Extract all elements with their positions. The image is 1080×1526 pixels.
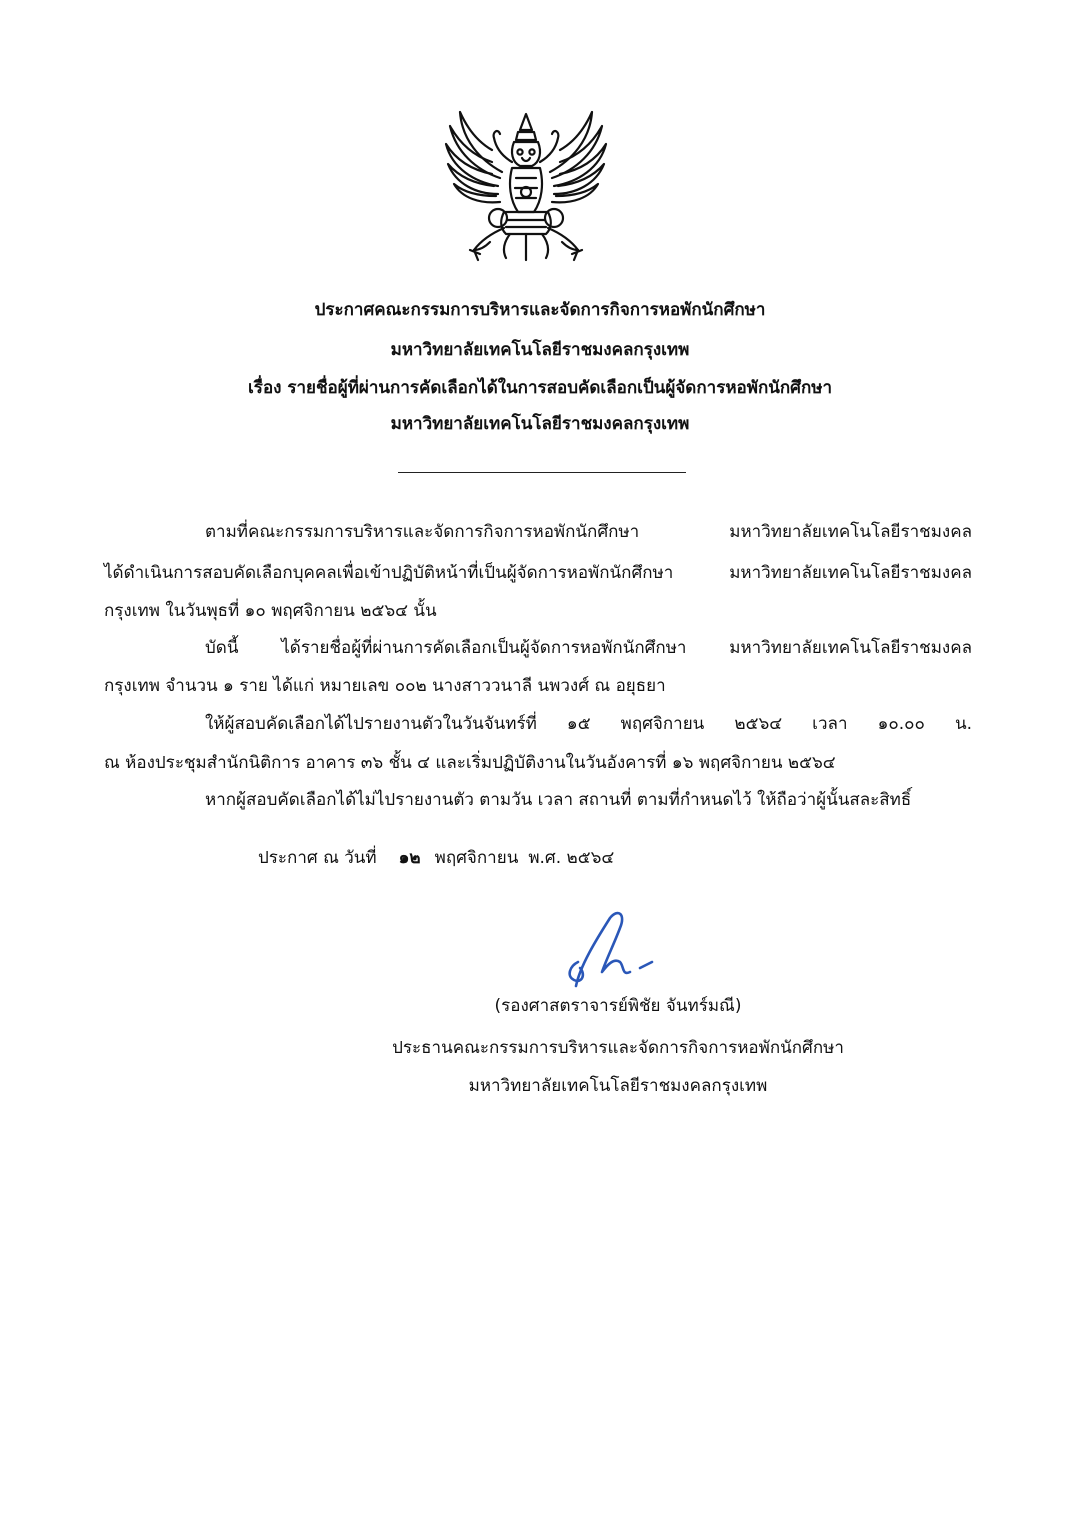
paragraph-4-line-1: หากผู้สอบคัดเลือกได้ไม่ไปรายงานตัว ตามวัน เวลา สถานที่ ตามที่กำหนดไว้ ให้ถือว่าผู้นั้นสละสิทธิ์ — [205, 790, 912, 810]
heading-line-1: ประกาศคณะกรรมการบริหารและจัดการกิจการหอพักนักศึกษา — [314, 300, 766, 320]
heading-line-2: มหาวิทยาลัยเทคโนโลยีราชมงคลกรุงเทพ — [390, 340, 690, 360]
paragraph-2-line-2: กรุงเทพ จำนวน ๑ ราย ได้แก่ หมายเลข ๐๐๒ นางสาววนาลี นพวงศ์ ณ อยุธยา — [104, 676, 666, 696]
paragraph-1-line-3: กรุงเทพ ในวันพุธที่ ๑๐ พฤศจิกายน ๒๕๖๔ นั้น — [104, 601, 437, 621]
paragraph-1-line-1: ตามที่คณะกรรมการบริหารและจัดการกิจการหอพักนักศึกษา มหาวิทยาลัยเทคโนโลยีราชมงคล — [205, 522, 972, 542]
signatory-position: ประธานคณะกรรมการบริหารและจัดการกิจการหอพักนักศึกษา — [392, 1038, 844, 1058]
date-prefix: ประกาศ ณ วันที่ — [258, 848, 377, 868]
heading-divider — [398, 472, 686, 473]
handwritten-signature-icon — [556, 906, 666, 998]
heading-line-3: เรื่อง รายชื่อผู้ที่ผ่านการคัดเลือกได้ในการสอบคัดเลือกเป็นผู้จัดการหอพักนักศึกษา — [248, 378, 832, 398]
date-month: พฤศจิกายน — [434, 848, 519, 868]
announcement-date — [258, 848, 614, 868]
signatory-name: (รองศาสตราจารย์พิชัย จันทร์มณี) — [494, 996, 742, 1016]
signatory-organization: มหาวิทยาลัยเทคโนโลยีราชมงคลกรุงเทพ — [468, 1076, 768, 1096]
paragraph-3-line-1: ให้ผู้สอบคัดเลือกได้ไปรายงานตัวในวันจันทร์ที่ ๑๕ พฤศจิกายน ๒๕๖๔ เวลา ๑๐.๐๐ น. — [205, 714, 972, 734]
paragraph-2-line-1: บัดนี้ ได้รายชื่อผู้ที่ผ่านการคัดเลือกเป็นผู้จัดการหอพักนักศึกษา มหาวิทยาลัยเทคโนโลยีราชมงคล — [205, 638, 972, 658]
garuda-emblem-icon — [440, 100, 612, 270]
paragraph-1-line-2: ได้ดำเนินการสอบคัดเลือกบุคคลเพื่อเข้าปฏิบัติหน้าที่เป็นผู้จัดการหอพักนักศึกษา มหาวิทยาลัยเทคโนโลยีราชมงคล — [104, 563, 972, 583]
paragraph-3-line-2: ณ ห้องประชุมสำนักนิติการ อาคาร ๓๖ ชั้น ๔ และเริ่มปฏิบัติงานในวันอังคารที่ ๑๖ พฤศจิกายน ๒๕๖๔ — [104, 753, 836, 773]
date-year: พ.ศ. ๒๕๖๔ — [528, 848, 615, 868]
heading-line-4: มหาวิทยาลัยเทคโนโลยีราชมงคลกรุงเทพ — [390, 414, 690, 434]
date-day: ๑๒ — [398, 848, 421, 868]
